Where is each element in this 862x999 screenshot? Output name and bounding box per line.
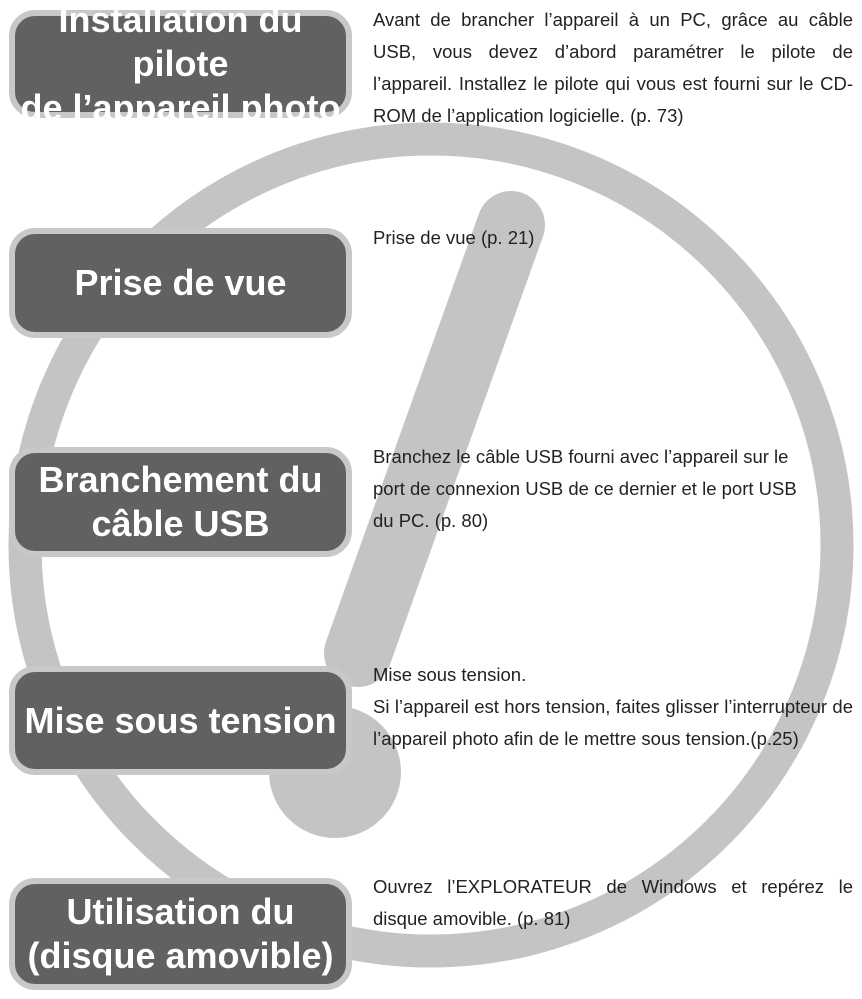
step-box-usb-cable xyxy=(9,447,352,557)
step-box-removable-disk xyxy=(9,878,352,990)
step-description: Branchez le câble USB fourni avec l’appareil sur le port de connexion USB de ce dernier et le port USB du PC. (p. 80) xyxy=(373,446,797,531)
step-description: Mise sous tension. Si l’appareil est hors tension, faites glisser l’interrupteur de l’appareil photo afin de le mettre sous tension.(p.25) xyxy=(373,664,853,749)
step-box-take-photo xyxy=(9,228,352,338)
exclamation-stroke xyxy=(358,225,511,653)
step-title: Installation du pilote de l’appareil photo xyxy=(20,0,341,128)
step-description: Prise de vue (p. 21) xyxy=(373,227,535,248)
step-box-power-on xyxy=(9,666,352,775)
step-title: Mise sous tension xyxy=(24,699,337,741)
step-description: Ouvrez l’EXPLORATEUR de Windows et repérez le disque amovible. (p. 81) xyxy=(373,876,853,929)
step-box-install-driver xyxy=(9,0,352,128)
step-title: Prise de vue xyxy=(74,262,287,303)
step-title: Utilisation du (disque amovible) xyxy=(27,891,334,976)
step-description: Avant de brancher l’appareil à un PC, grâce au câble USB, vous devez d’abord paramétrer le pilote de l’appareil. Installez le pilote qui vous est fourni sur le CD-ROM de l’application logicielle. (p. 73) xyxy=(373,9,853,126)
step-title: Branchement du câble USB xyxy=(38,459,323,544)
